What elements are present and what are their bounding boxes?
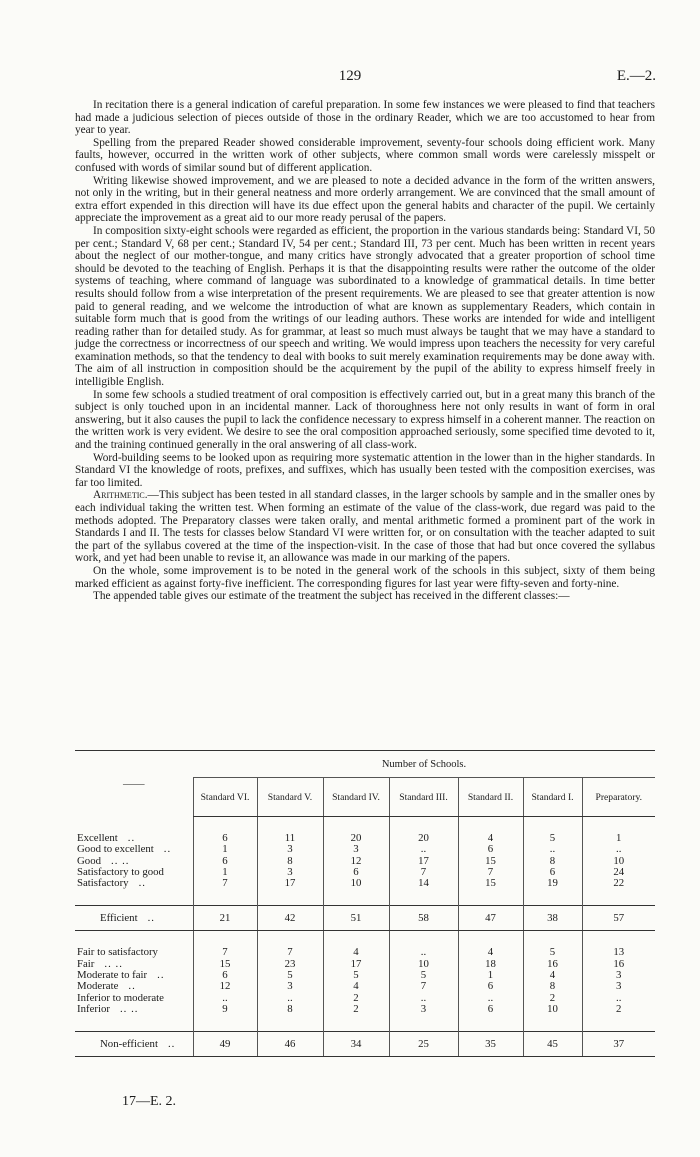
table-cell: 21 [193, 906, 257, 931]
table-cell: 25 [389, 1032, 458, 1057]
table-cell: 24 [582, 867, 655, 878]
table-cell: 7 [257, 947, 323, 958]
table-cell: 45 [523, 1032, 582, 1057]
spacer-row [75, 1015, 655, 1032]
paragraph-on-the-whole: On the whole, some improvement is to be noted in the general work of the schools in this subject, sixty of them being marked efficient as against forty-five inefficient. The corresponding figures for last year were fifty-seven and forty-nine. [75, 564, 655, 590]
table-cell: 3 [582, 981, 655, 992]
table-cell: 10 [323, 878, 389, 889]
row-label: Moderate [77, 980, 119, 993]
table-row [75, 833, 655, 844]
table-cell: 14 [389, 878, 458, 889]
table-row [75, 844, 655, 855]
table-row [75, 947, 655, 958]
leader-dots: .. [127, 832, 136, 844]
table-cell: 6 [193, 970, 257, 981]
body-text [75, 99, 655, 603]
table-cell: 10 [523, 1004, 582, 1015]
table-cell: 6 [458, 981, 523, 992]
spacer-row [75, 931, 655, 948]
leader-dots: .. [167, 1038, 176, 1051]
table-cell: 23 [257, 959, 323, 970]
footer-signature: 17—E. 2. [122, 1094, 177, 1109]
table-cell: 5 [323, 970, 389, 981]
table-cell: .. [389, 947, 458, 958]
paragraph-composition: In composition sixty-eight schools were regarded as efficient, the proportion in the various standards being: Standard VI, 50 per cent.; Standard V, 68 per cent.; Standard IV, 54 per cent.; Standard III, 73 per cent. Much has been written in recent years about the neglect of our mother-tongue, and many critics have strongly advocated that a greater proportion of school time should be devoted to the teaching of English. Perhaps it is that the disappointing results were rather the outcome of the older systems of teaching, where command of language was subordinated to a knowledge of grammatical details. In time better results should follow from a wise interpretation of the present requirements. We are pleased to see that greater attention is now paid to general reading, and we welcome the introduction of what are known as supplementary Readers, which contain in suitable form much that is good from the writings of our leading authors. These works are intended for wide and intelligent reading rather than for detailed study. As for grammar, at least so much must always be taught that we may have a standard to judge the correctness or incorrectness of our speech and writing. We would impress upon teachers the necessity for very careful examination methods, so that the tendency to deal with books to suit merely examination requirements may be done away with. The aim of all instruction in composition should be the acquirement by the pupil of the ability to express himself freely in intelligible English. [75, 224, 655, 389]
table-cell: 10 [582, 856, 655, 867]
table-cell: 15 [458, 878, 523, 889]
table-cell: 2 [323, 1004, 389, 1015]
table-cell: 1 [193, 867, 257, 878]
table-cell: 2 [323, 993, 389, 1004]
table-row [75, 970, 655, 981]
table-cell: 46 [257, 1032, 323, 1057]
table-cell: 7 [389, 981, 458, 992]
paragraph-arithmetic [75, 489, 655, 565]
table-cell: 7 [458, 867, 523, 878]
table-cell: 16 [523, 959, 582, 970]
efficient-total-row [75, 906, 655, 931]
arithmetic-text: —This subject has been tested in all standard classes, in the larger schools by sample and in the smaller ones by each individual taking the written test. When forming an estimate of the value of the class-work, due regard was paid to the methods adopted. The Preparatory classes were taken orally, and mental arithmetic formed a prominent part of the work in Standards I and II. The tests for classes below Standard VI were written for, or on consultation with the teacher adapted to suit the part of the syllabus covered at the time of the inspection-visit. In the case of those that had but once covered the syllabus work, and yet had been unable to revise it, an allowance was made in our marking of the papers. [75, 489, 655, 565]
table-row [75, 1004, 655, 1015]
paragraph-oral-composition: In some few schools a studied treatment of oral composition is effectively carried out, but in a great many this branch of the subject is only touched upon in an incidental manner. Lack of thoroughness here not only results in want of form in oral answering, but it also causes the pupil to lack the confidence necessary to express himself in a coherent manner. The reaction on the written work is very evident. We desire to see the oral composition approached seriously, some specified time devoted to it, and the training continued generally in the oral answering of all class-work. [75, 388, 655, 452]
leader-dots: .. .. [104, 957, 123, 970]
column-header: Standard III. [389, 778, 458, 817]
table-row [75, 867, 655, 878]
table-cell: .. [582, 993, 655, 1004]
leader-dots: .. [163, 843, 172, 856]
table-cell: 6 [458, 1004, 523, 1015]
table-cell: 34 [323, 1032, 389, 1057]
leader-dots: .. .. [111, 854, 130, 867]
table-cell: 17 [257, 878, 323, 889]
non-efficient-total-row [75, 1032, 655, 1057]
arithmetic-heading: Arithmetic. [93, 489, 148, 502]
table-cell: 4 [523, 970, 582, 981]
table-cell: 51 [323, 906, 389, 931]
table-row [75, 878, 655, 889]
table-cell: 12 [323, 856, 389, 867]
table-cell: .. [389, 844, 458, 855]
row-label: Good [77, 854, 101, 867]
table-cell: 5 [389, 970, 458, 981]
table-cell: 18 [458, 959, 523, 970]
table-cell: 3 [257, 867, 323, 878]
table-cell: 7 [193, 878, 257, 889]
table-cell: 42 [257, 906, 323, 931]
table-cell: 10 [389, 959, 458, 970]
table-cell: 19 [523, 878, 582, 889]
table-cell: 5 [257, 970, 323, 981]
leader-dots: .. [138, 877, 146, 890]
table-cell: 11 [257, 833, 323, 844]
paragraph-word-building: Word-building seems to be looked upon as requiring more systematic attention in the lower than in the higher standards. In Standard VI the knowledge of roots, prefixes, and suffixes, which has usually been tested with the composition exercises, was far too limited. [75, 451, 655, 489]
paragraph-recitation: In recitation there is a general indication of careful preparation. In some few instances we were pleased to find that teachers had made a judicious selection of pieces outside of those in the ordinary Reader, which we are too accustomed to hear from year to year. [75, 99, 655, 137]
column-header: Standard IV. [323, 778, 389, 817]
row-label: Fair to satisfactory [77, 946, 158, 959]
table-cell: 6 [523, 867, 582, 878]
table-cell: 12 [193, 981, 257, 992]
leader-dots: .. [147, 912, 155, 925]
table-cell: 1 [458, 970, 523, 981]
row-label: Inferior [77, 1002, 110, 1015]
spacer-row [75, 889, 655, 906]
table-cell: 6 [193, 856, 257, 867]
table-cell: 49 [193, 1032, 257, 1057]
table-cell: 8 [523, 981, 582, 992]
row-label: Moderate to fair [77, 969, 148, 982]
table-cell: 13 [582, 947, 655, 958]
spacer-row [75, 817, 655, 834]
table-cell: 58 [389, 906, 458, 931]
table-cell: .. [257, 993, 323, 1004]
table-cell: 35 [458, 1032, 523, 1057]
leader-dots: .. [157, 969, 165, 982]
table-cell: 4 [458, 947, 523, 958]
table-cell: 9 [193, 1004, 257, 1015]
table-cell: 7 [389, 867, 458, 878]
document-reference: E.—2. [616, 68, 656, 84]
table-group-header: Number of Schools. [193, 751, 655, 778]
table-cell: 3 [257, 981, 323, 992]
arithmetic-table [75, 750, 655, 1057]
table-cell: 4 [458, 833, 523, 844]
table-cell: 8 [257, 1004, 323, 1015]
table-cell: 1 [582, 833, 655, 844]
table-cell: 8 [523, 856, 582, 867]
table-cell: 5 [523, 947, 582, 958]
table-cell: .. [389, 993, 458, 1004]
table-corner-dash: —— [75, 751, 193, 817]
table-cell: 5 [523, 833, 582, 844]
table-cell: .. [582, 844, 655, 855]
table-cell: 1 [193, 844, 257, 855]
page-number: 129 [338, 68, 362, 84]
row-label: Non-efficient [100, 1038, 158, 1051]
row-label: Fair [77, 957, 95, 970]
table-cell: 37 [582, 1032, 655, 1057]
table-cell: .. [193, 993, 257, 1004]
paragraph-table-intro: The appended table gives our estimate of the treatment the subject has received in the different classes:— [93, 590, 570, 603]
table-cell: 47 [458, 906, 523, 931]
table-cell: 8 [257, 856, 323, 867]
table-cell: 7 [193, 947, 257, 958]
table-cell: 17 [323, 959, 389, 970]
table-cell: 6 [193, 833, 257, 844]
row-label: Good to excellent [77, 843, 154, 856]
table-row [75, 993, 655, 1004]
table-cell: 15 [193, 959, 257, 970]
leader-dots: .. .. [119, 1002, 139, 1015]
table-cell: 15 [458, 856, 523, 867]
table-cell: 4 [323, 947, 389, 958]
table-cell: .. [523, 844, 582, 855]
column-header: Standard V. [257, 778, 323, 817]
table-cell: 22 [582, 878, 655, 889]
table-cell: 3 [389, 1004, 458, 1015]
leader-dots: .. [128, 980, 136, 993]
table-cell: 2 [523, 993, 582, 1004]
table-cell: 3 [323, 844, 389, 855]
table-cell: 6 [323, 867, 389, 878]
table-cell: 6 [458, 844, 523, 855]
table-cell: 20 [323, 833, 389, 844]
table-cell: 16 [582, 959, 655, 970]
row-label: Excellent [77, 832, 118, 844]
row-label: Efficient [100, 912, 138, 925]
column-header: Standard I. [523, 778, 582, 817]
row-label: Satisfactory [77, 877, 129, 890]
column-header: Standard II. [458, 778, 523, 817]
row-label: Inferior to moderate [77, 991, 164, 1004]
table-cell: .. [458, 993, 523, 1004]
table-cell: 20 [389, 833, 458, 844]
table-cell: 57 [582, 906, 655, 931]
table-body [75, 817, 655, 1057]
table-cell: 3 [582, 970, 655, 981]
paragraph-spelling: Spelling from the prepared Reader showed considerable improvement, seventy-four schools doing efficient work. Many faults, however, occurred in the written work of other subjects, where common small words were carelessly misspelt or confused with words of similar sound but of different application. [75, 136, 655, 174]
paragraph-writing: Writing likewise showed improvement, and we are pleased to note a decided advance in the form of the written answers, not only in the writing, but in their general neatness and more orderly arrangement. We are convinced that the small amount of extra effort expended in this direction will have its due effect upon the general habits and character of the pupil. We certainly appreciate the improvement as a great aid to our more ready perusal of the papers. [75, 174, 655, 225]
column-header: Preparatory. [582, 778, 655, 817]
column-header: Standard VI. [193, 778, 257, 817]
table-cell: 2 [582, 1004, 655, 1015]
table-cell: 3 [257, 844, 323, 855]
table-cell: 38 [523, 906, 582, 931]
table-cell: 4 [323, 981, 389, 992]
table-cell: 17 [389, 856, 458, 867]
row-label: Satisfactory to good [77, 865, 164, 878]
